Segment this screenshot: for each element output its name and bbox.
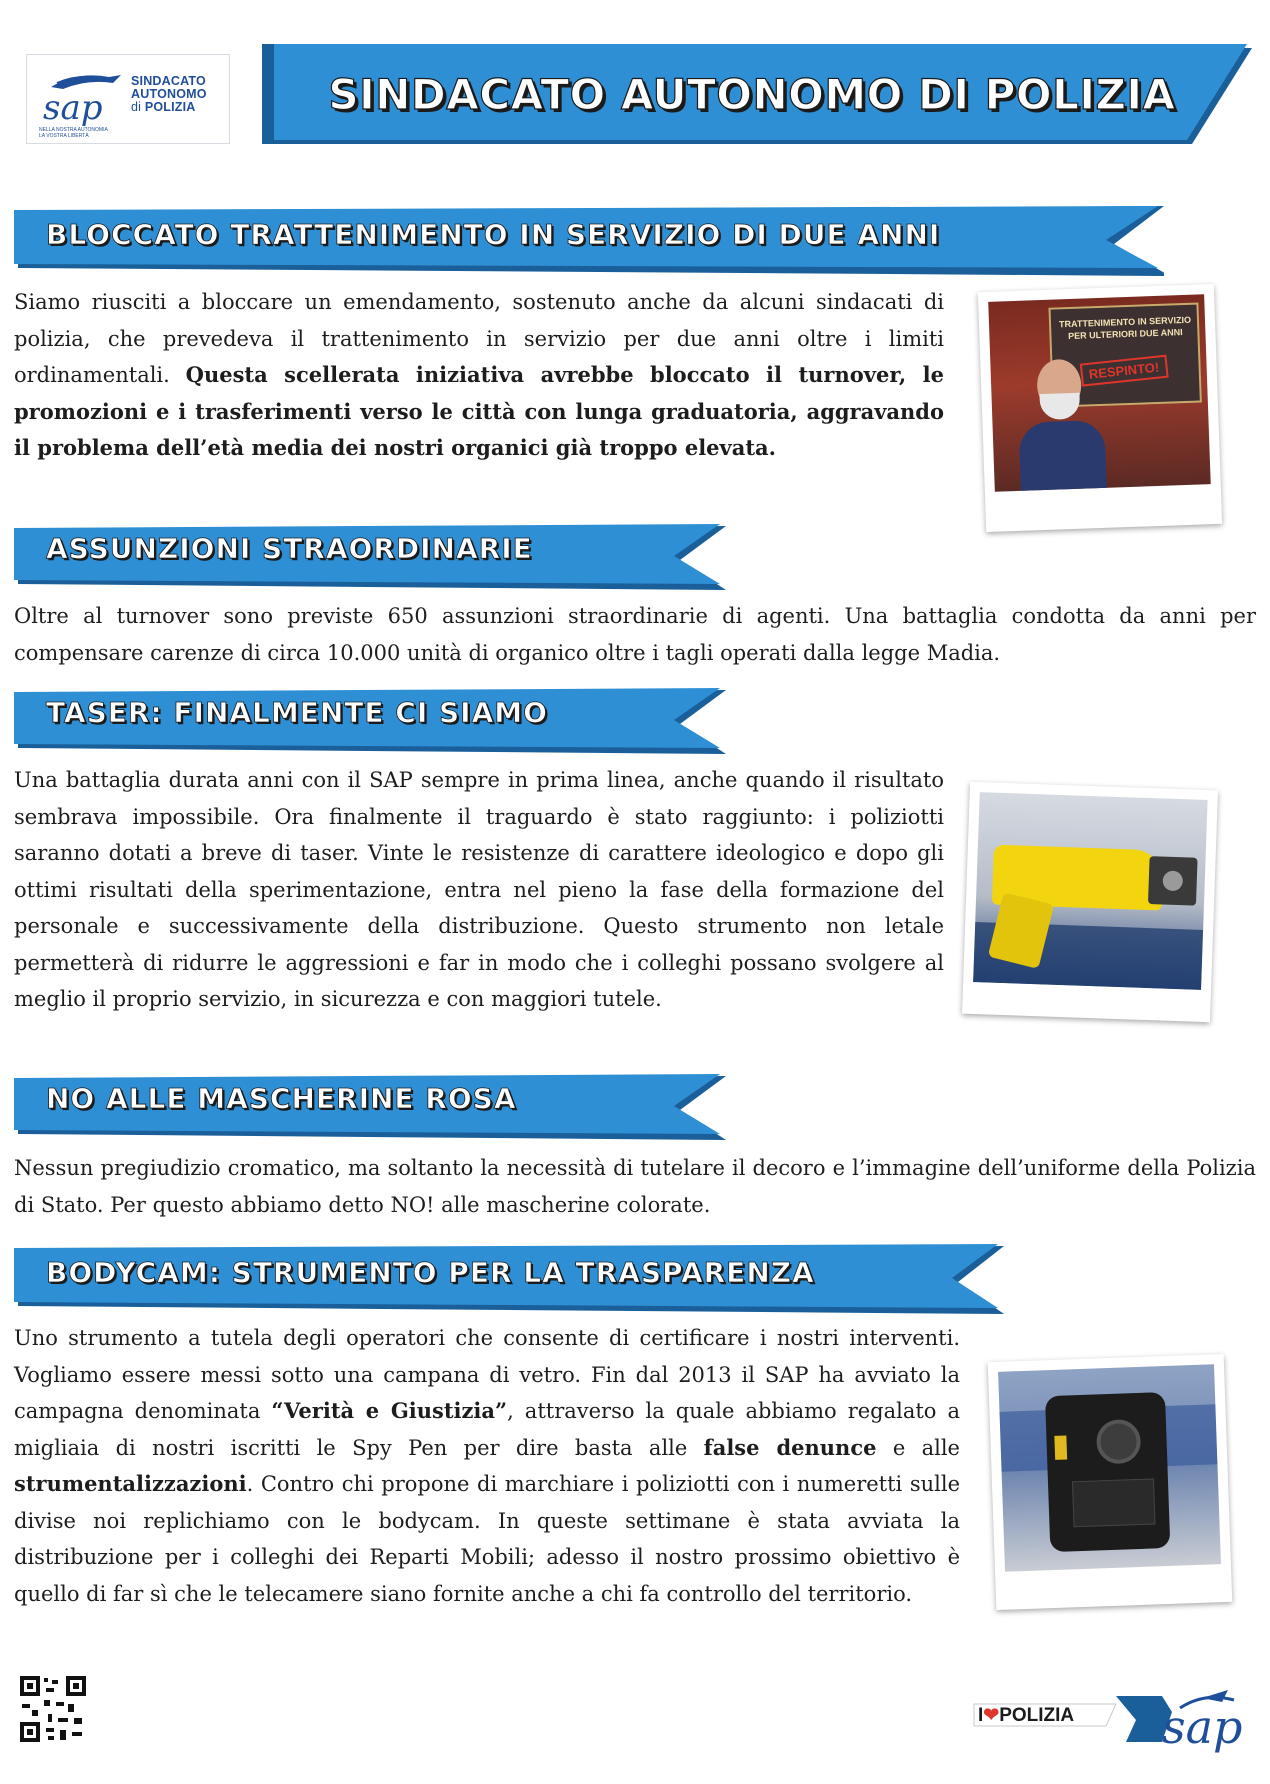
bodycam-device <box>1045 1392 1170 1552</box>
section-title-bodycam: BODYCAM: STRUMENTO PER LA TRASPARENZA <box>46 1256 815 1289</box>
photo-person-figure <box>1016 358 1100 491</box>
heart-icon: ❤ <box>983 1705 1000 1726</box>
bodycam-text-1: Uno strumento a tutela degli operatori che consente di certificare i nostri interventi. Vogliamo essere messi sotto una campana di vetro. Fin dal 2013 il SAP ha avviato la campagna denominata <box>14 1326 960 1423</box>
photo-parliament <box>978 284 1222 532</box>
trattenimento-text-plain: Siamo riusciti a bloccare un emendamento, sostenuto anche da alcuni sindacati di polizia, che prevedeva il trattenimento in servizio per due anni oltre i limiti ordinamentali. <box>14 290 944 387</box>
i-love-prefix: I <box>978 1705 984 1726</box>
sap-logo-text: sap <box>43 88 103 127</box>
section-text-trattenimento <box>14 284 944 467</box>
section-ribbon-bodycam <box>14 1244 1004 1314</box>
section-title-trattenimento: BLOCCATO TRATTENIMENTO IN SERVIZIO DI DUE ANNI <box>46 218 941 251</box>
section-ribbon-assunzioni <box>14 524 726 590</box>
photo-stamp: RESPINTO! <box>1080 355 1168 387</box>
i-love-polizia <box>978 1704 1074 1727</box>
bodycam-bold-campaign: “Verità e Giustizia” <box>271 1398 508 1423</box>
section-title-assunzioni: ASSUNZIONI STRAORDINARIE <box>46 532 533 565</box>
section-title-taser: TASER: FINALMENTE CI SIAMO <box>46 696 548 729</box>
bodycam-text-2: , attraverso la quale abbiamo regalato a migliaia di nostri iscritti le Spy Pen per dire basta alle <box>14 1399 960 1460</box>
section-title-mascherine: NO ALLE MASCHERINE ROSA <box>46 1082 517 1115</box>
logo-tagline-1: NELLA NOSTRA AUTONOMIA <box>39 127 108 133</box>
section-ribbon-taser <box>14 688 726 754</box>
trattenimento-text-bold: Questa scellerata iniziativa avrebbe bloccato il turnover, le promozioni e i trasferimenti verso le città con lunga graduatoria, aggravando il problema dell’età media dei nostri organici già troppo elevata. <box>14 362 944 460</box>
footer-brand <box>966 1682 1256 1772</box>
section-ribbon-trattenimento <box>14 206 1164 276</box>
i-love-word: POLIZIA <box>999 1705 1075 1726</box>
logo-line-autonomo: AUTONOMO <box>131 87 207 101</box>
logo-line-polizia: POLIZIA <box>144 100 196 114</box>
photo-taser <box>962 782 1218 1023</box>
section-text-taser: Una battaglia durata anni con il SAP sempre in prima linea, anche quando il risultato sembrava impossibile. Ora finalmente il traguardo è stato raggiunto: i poliziotti saranno dotati a breve di taser. Vinte le resistenze di carattere ideologico e dopo gli ottimi risultati della sperimentazione, entra nel pieno la fase della formazione del personale e successivamente della distribuzione. Questo strumento non letale permetterà di ridurre le aggressioni e far in modo che i colleghi possano svolgere al meglio il proprio servizio, in sicurezza e con maggiori tutele. <box>14 768 944 1011</box>
qr-code[interactable] <box>18 1674 88 1744</box>
footer-sap-logo: sap <box>1162 1700 1243 1754</box>
bodycam-text-3: e alle <box>876 1435 960 1460</box>
bodycam-text-4: . Contro chi propone di marchiare i poliziotti con i numeretti sulle divise noi replichiamo con le bodycam. In queste settimane è stata avviata la distribuzione per i colleghi dei Reparti Mobili; adesso il nostro prossimo obiettivo è quello di far sì che le telecamere siano fornite anche a chi fa controllo del territorio. <box>14 1472 960 1606</box>
section-text-mascherine: Nessun pregiudizio cromatico, ma soltanto la necessità di tutelare il decoro e l’immagine dell’uniforme della Polizia di Stato. Per questo abbiamo detto NO! alle mascherine colorate. <box>14 1156 1256 1217</box>
bodycam-bold-strumentalizzazioni: strumentalizzazioni <box>14 1471 247 1496</box>
sap-logo <box>26 54 230 144</box>
section-ribbon-mascherine <box>14 1074 726 1140</box>
photo-banner-line2: PER ULTERIORI DUE ANNI <box>1068 327 1183 342</box>
section-text-assunzioni: Oltre al turnover sono previste 650 assunzioni straordinarie di agenti. Una battaglia condotta da anni per compensare carenze di circa 10.000 unità di organico oltre i tagli operati dalla legge Madia. <box>14 604 1256 665</box>
logo-line-sindacato: SINDACATO <box>131 74 206 88</box>
logo-line-di: di <box>131 100 142 114</box>
photo-banner-line1: TRATTENIMENTO IN SERVIZIO <box>1058 314 1192 330</box>
bodycam-bold-false-denunce: false denunce <box>703 1434 877 1460</box>
logo-tagline-2: LA VOSTRA LIBERTÀ <box>39 133 89 139</box>
page-title: SINDACATO AUTONOMO DI POLIZIA <box>328 70 1176 119</box>
sap-logo-mark-icon <box>37 69 127 127</box>
main-header-banner <box>262 44 1252 154</box>
photo-bodycam <box>988 1354 1233 1610</box>
section-text-bodycam <box>14 1320 960 1612</box>
